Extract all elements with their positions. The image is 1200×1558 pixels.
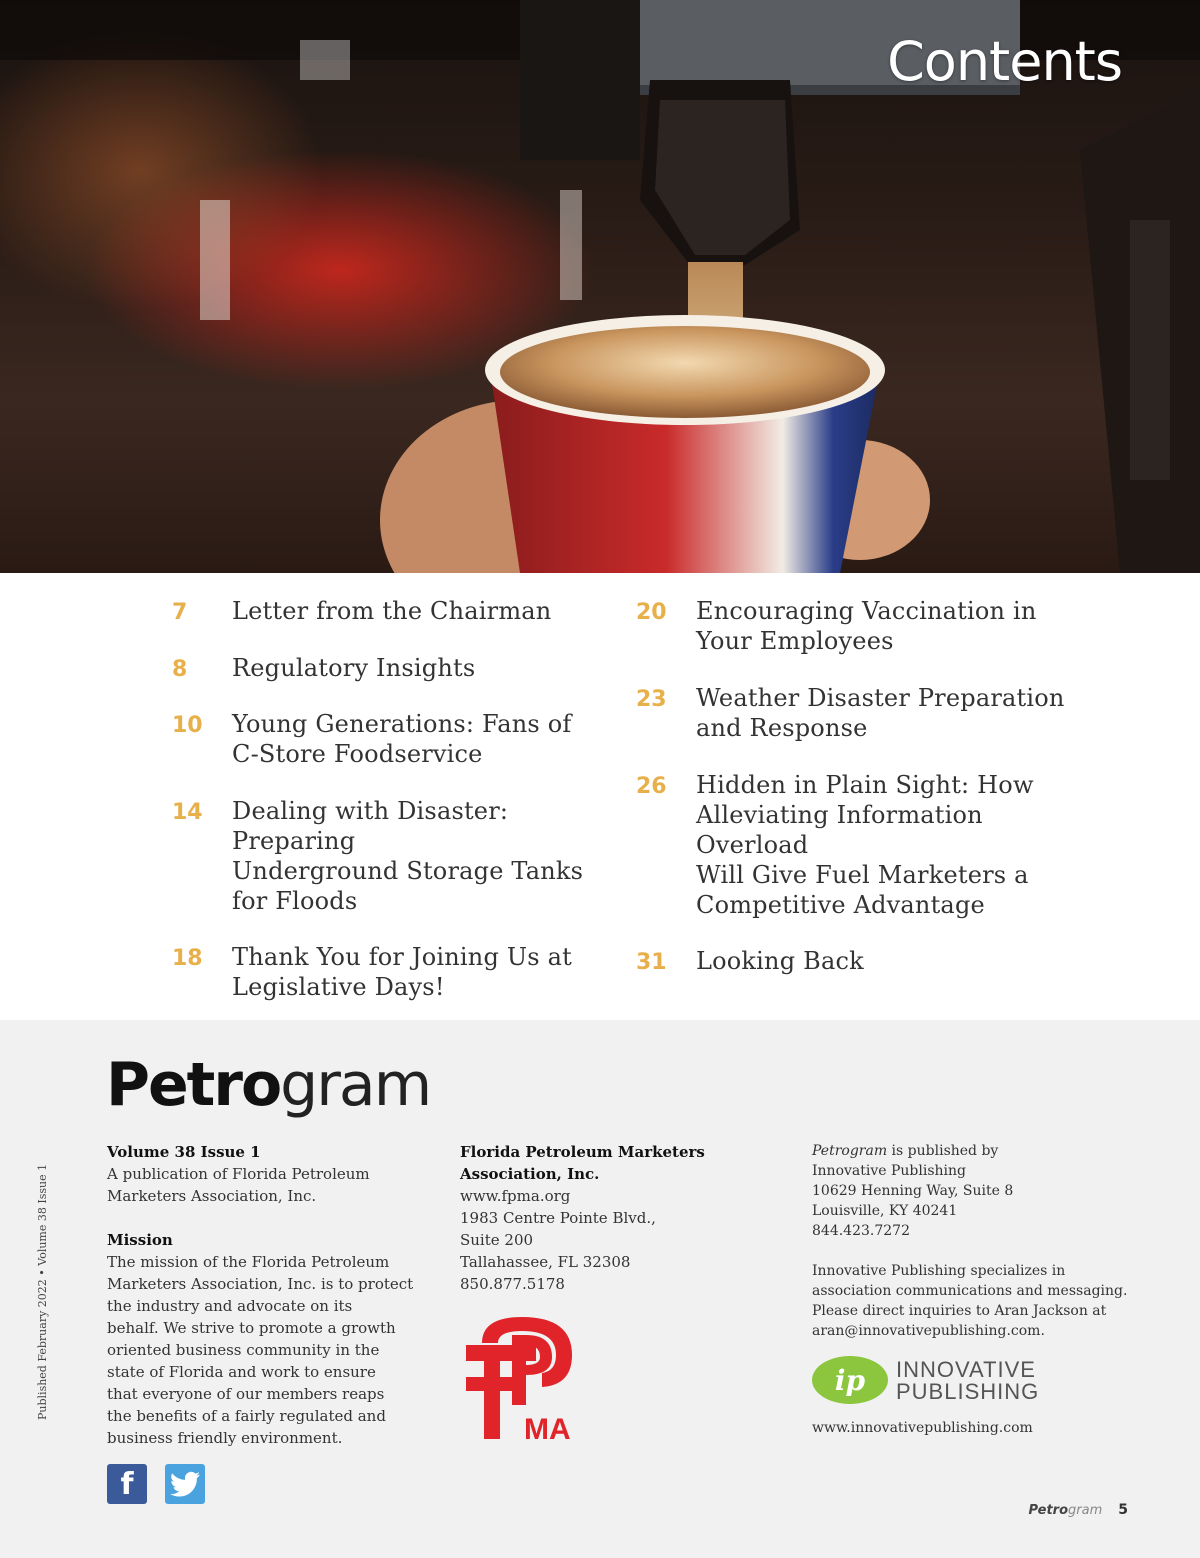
petrogram-masthead	[106, 1050, 430, 1120]
toc-title-line: for Floods	[232, 887, 358, 915]
toc-page-number: 8	[172, 657, 188, 682]
toc-item[interactable]	[636, 683, 1096, 743]
toc-item[interactable]	[172, 796, 622, 916]
mission-line: Marketers Association, Inc. is to protect	[107, 1275, 414, 1293]
toc-title-line: Hidden in Plain Sight: How	[696, 771, 1034, 799]
toc-title-line: Weather Disaster Preparation	[696, 684, 1065, 712]
mission-line: oriented business community in the	[107, 1341, 380, 1359]
about-line: Please direct inquiries to Aran Jackson at	[812, 1303, 1107, 1319]
toc-page-number: 10	[172, 713, 203, 738]
mission-line: behalf. We strive to promote a growth	[107, 1319, 396, 1337]
published-italic: Petrogram	[812, 1143, 888, 1159]
mission-line: state of Florida and work to ensure	[107, 1363, 376, 1381]
mission-line: that everyone of our members reaps	[107, 1385, 385, 1403]
masthead-bold: Petro	[106, 1050, 281, 1120]
toc-item[interactable]	[636, 946, 1096, 976]
toc-title-line: C-Store Foodservice	[232, 740, 483, 768]
ip-line1: INNOVATIVE	[896, 1357, 1036, 1382]
publisher-line: Louisville, KY 40241	[812, 1203, 958, 1219]
mission-line: business friendly environment.	[107, 1429, 343, 1447]
volume-label: Volume 38 Issue 1	[107, 1143, 261, 1161]
toc-title-line: and Response	[696, 714, 868, 742]
toc-item[interactable]	[636, 596, 1096, 656]
innovative-publishing-logo	[812, 1354, 1042, 1410]
publication-line: A publication of Florida Petroleum	[107, 1165, 370, 1183]
table-of-contents	[0, 596, 1200, 1001]
hero-photo	[0, 0, 1200, 573]
toc-right-column	[636, 596, 1096, 976]
innovative-publishing-logo-mark	[812, 1354, 1042, 1406]
toc-title	[232, 596, 551, 626]
toc-item[interactable]	[172, 653, 622, 683]
toc-page-number: 18	[172, 946, 203, 971]
address-line: 1983 Centre Pointe Blvd.,	[460, 1209, 656, 1227]
volume-mission-column	[107, 1141, 437, 1449]
ip-line2: PUBLISHING	[896, 1379, 1040, 1404]
page-folio	[1028, 1502, 1128, 1518]
org-name-line: Florida Petroleum Marketers	[460, 1143, 705, 1161]
twitter-icon[interactable]	[165, 1464, 205, 1504]
toc-item[interactable]	[172, 942, 622, 1002]
address-line: Tallahassee, FL 32308	[460, 1253, 631, 1271]
publication-line: Marketers Association, Inc.	[107, 1187, 317, 1205]
folio-bold: Petro	[1028, 1503, 1069, 1518]
toc-title-line: Encouraging Vaccination in	[696, 597, 1037, 625]
toc-title-line: Will Give Fuel Marketers a	[696, 861, 1029, 889]
folio-light: gram	[1068, 1503, 1103, 1518]
toc-page-number: 26	[636, 774, 667, 799]
publisher-line: 10629 Henning Way, Suite 8	[812, 1183, 1014, 1199]
mission-heading: Mission	[107, 1231, 173, 1249]
toc-title	[232, 942, 572, 1002]
twitter-bird-icon	[170, 1471, 200, 1497]
toc-title	[696, 946, 864, 976]
fpma-logo	[462, 1315, 582, 1449]
mission-line: The mission of the Florida Petroleum	[107, 1253, 390, 1271]
publisher-column	[812, 1141, 1132, 1341]
toc-title-line: Regulatory Insights	[232, 654, 476, 682]
ip-mark: ip	[834, 1364, 866, 1397]
toc-title-line: Dealing with Disaster: Preparing	[232, 797, 509, 855]
folio-title	[1028, 1503, 1102, 1518]
masthead-light: gram	[280, 1050, 431, 1120]
toc-title	[232, 796, 622, 916]
mission-line: the benefits of a fairly regulated and	[107, 1407, 386, 1425]
page-number: 5	[1118, 1502, 1128, 1518]
toc-title-line: Competitive Advantage	[696, 891, 985, 919]
innovative-publishing-url[interactable]: www.innovativepublishing.com	[812, 1420, 1033, 1436]
page-title: Contents	[887, 30, 1122, 93]
toc-title-line: Letter from the Chairman	[232, 597, 552, 625]
published-rest: is published by	[887, 1143, 999, 1159]
about-line: association communications and messaging.	[812, 1283, 1128, 1299]
about-line: Innovative Publishing specializes in	[812, 1263, 1066, 1279]
vertical-publication-note: Published February 2022 • Volume 38 Issue 1	[36, 1163, 49, 1420]
fpma-contact-column	[460, 1141, 710, 1295]
toc-item[interactable]	[636, 770, 1096, 920]
publisher-phone: 844.423.7272	[812, 1223, 910, 1239]
contact-email[interactable]: aran@innovativepublishing.com.	[812, 1323, 1045, 1339]
mission-line: the industry and advocate on its	[107, 1297, 353, 1315]
toc-title	[696, 596, 1037, 656]
toc-item[interactable]	[172, 709, 622, 769]
toc-title-line: Alleviating Information Overload	[696, 801, 983, 859]
toc-page-number: 23	[636, 687, 667, 712]
org-name-line: Association, Inc.	[460, 1165, 600, 1183]
facebook-icon[interactable]: f	[107, 1464, 147, 1504]
toc-title	[232, 653, 475, 683]
toc-item[interactable]	[172, 596, 622, 626]
toc-page-number: 7	[172, 600, 188, 625]
social-links	[107, 1464, 205, 1504]
publisher-line: Innovative Publishing	[812, 1163, 967, 1179]
published-by-line	[812, 1141, 1132, 1161]
toc-title-line: Legislative Days!	[232, 973, 445, 1001]
fpma-logo-mark	[462, 1315, 582, 1445]
fpma-logo-text: MA	[524, 1413, 571, 1445]
toc-title-line: Thank You for Joining Us at	[232, 943, 572, 971]
toc-page-number: 20	[636, 600, 667, 625]
phone-line: 850.877.5178	[460, 1275, 565, 1293]
toc-left-column	[172, 596, 622, 1002]
toc-page-number: 14	[172, 800, 203, 825]
toc-page-number: 31	[636, 950, 667, 975]
toc-title-line: Looking Back	[696, 947, 864, 975]
toc-title-line: Underground Storage Tanks	[232, 857, 584, 885]
toc-title	[232, 709, 571, 769]
toc-title	[696, 770, 1096, 920]
toc-title-line: Young Generations: Fans of	[232, 710, 572, 738]
fpma-website-link[interactable]: www.fpma.org	[460, 1187, 571, 1205]
toc-title	[696, 683, 1065, 743]
toc-title-line: Your Employees	[696, 627, 894, 655]
address-line: Suite 200	[460, 1231, 534, 1249]
